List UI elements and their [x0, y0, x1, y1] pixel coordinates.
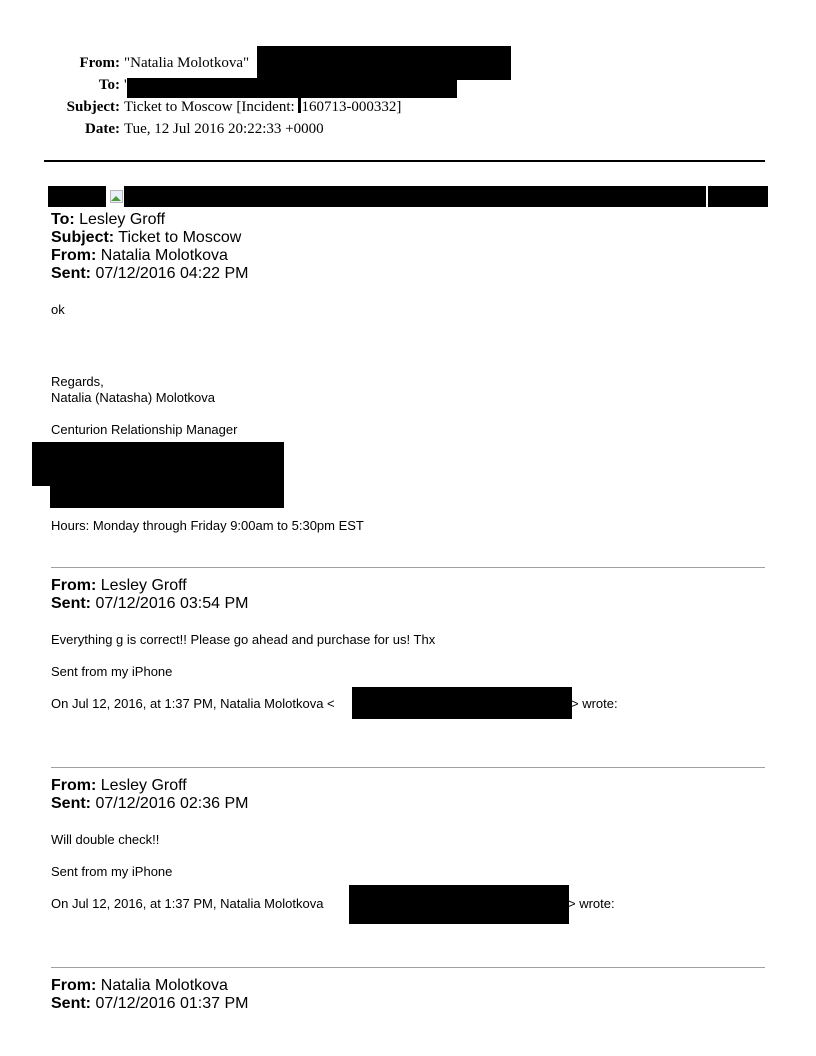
header-incident-number: 160713-000332] — [301, 99, 402, 115]
redaction-signature-contact — [32, 442, 284, 486]
msg2-sent-row — [51, 595, 248, 613]
msg3-from-row — [51, 777, 248, 795]
msg2-quote-intro: On Jul 12, 2016, at 1:37 PM, Natalia Molotkova < — [51, 696, 335, 711]
msg1-meta — [51, 211, 248, 283]
msg1-signature-name: Natalia (Natasha) Molotkova — [51, 390, 216, 405]
msg1-to-row — [51, 211, 248, 229]
msg1-from-value: Natalia Molotkova — [96, 247, 228, 264]
msg2-sent-label: Sent: — [51, 595, 91, 612]
msg2-from-row — [51, 577, 248, 595]
msg3-sent-row — [51, 795, 248, 813]
redaction-to-address — [127, 78, 457, 98]
msg2-signature: Sent from my iPhone — [51, 664, 173, 679]
msg1-hours: Hours: Monday through Friday 9:00am to 5:30pm EST — [51, 518, 364, 533]
msg2-from-label: From: — [51, 577, 97, 594]
msg1-subject-value: Ticket to Moscow — [114, 229, 242, 246]
msg4-from-value: Natalia Molotkova — [96, 977, 228, 994]
msg3-meta — [51, 777, 248, 813]
msg4-from-row — [51, 977, 248, 995]
msg2-body: Everything g is correct!! Please go ahead and purchase for us! Thx — [51, 632, 436, 647]
broken-image-mountain — [111, 196, 121, 201]
redaction-from-email — [257, 46, 511, 80]
msg3-from-label: From: — [51, 777, 97, 794]
msg1-sent-value: 07/12/2016 04:22 PM — [91, 265, 249, 282]
msg3-from-value: Lesley Groff — [96, 777, 187, 794]
msg4-sent-label: Sent: — [51, 995, 91, 1012]
msg4-meta — [51, 977, 248, 1013]
msg1-to-value: Lesley Groff — [74, 211, 166, 228]
msg4-sent-row — [51, 995, 248, 1013]
msg1-subject-label: Subject: — [51, 229, 115, 246]
message-divider-3 — [51, 967, 765, 968]
msg3-body: Will double check!! — [51, 832, 160, 847]
msg1-subject-row — [51, 229, 248, 247]
msg1-from-label: From: — [51, 247, 97, 264]
msg1-regards: Regards, — [51, 374, 104, 389]
header-subject-label: Subject: — [66, 99, 120, 115]
msg1-body: ok — [51, 302, 65, 317]
msg3-quote-wrote: > wrote: — [568, 896, 615, 911]
header-subject-value — [124, 98, 401, 117]
message-divider-1 — [51, 567, 765, 568]
msg2-from-value: Lesley Groff — [96, 577, 187, 594]
header-date-label: Date: — [85, 121, 120, 137]
message-divider-2 — [51, 767, 765, 768]
broken-image-icon — [108, 188, 124, 204]
redaction-banner-mid — [124, 186, 706, 207]
msg3-signature: Sent from my iPhone — [51, 864, 173, 879]
msg3-quote-intro: On Jul 12, 2016, at 1:37 PM, Natalia Molotkova — [51, 896, 324, 911]
redaction-signature-contact-2 — [50, 484, 284, 508]
header-to-value: ' — [124, 77, 127, 93]
header-subject-row — [0, 98, 700, 117]
msg3-sent-label: Sent: — [51, 795, 91, 812]
header-from-value: "Natalia Molotkova" — [124, 55, 250, 71]
redaction-banner-right — [708, 186, 768, 207]
header-date-value: Tue, 12 Jul 2016 20:22:33 +0000 — [124, 121, 324, 137]
header-to-label: To: — [98, 77, 120, 93]
msg1-signature-title: Centurion Relationship Manager — [51, 422, 238, 437]
msg2-meta — [51, 577, 248, 613]
msg4-from-label: From: — [51, 977, 97, 994]
header-divider — [44, 160, 765, 162]
msg2-quote-wrote: > wrote: — [571, 696, 618, 711]
header-from-label: From: — [79, 55, 120, 71]
msg3-sent-value: 07/12/2016 02:36 PM — [91, 795, 249, 812]
redaction-quote-email-2 — [349, 885, 569, 924]
msg2-sent-value: 07/12/2016 03:54 PM — [91, 595, 249, 612]
redaction-quote-email-1 — [352, 687, 572, 719]
msg1-sent-row — [51, 265, 248, 283]
msg4-sent-value: 07/12/2016 01:37 PM — [91, 995, 249, 1012]
header-date-row — [0, 120, 700, 139]
msg1-sent-label: Sent: — [51, 265, 91, 282]
msg1-to-label: To: — [51, 211, 75, 228]
msg1-from-row — [51, 247, 248, 265]
header-subject-text: Ticket to Moscow [Incident: — [124, 99, 299, 115]
redaction-banner-left — [48, 186, 106, 207]
